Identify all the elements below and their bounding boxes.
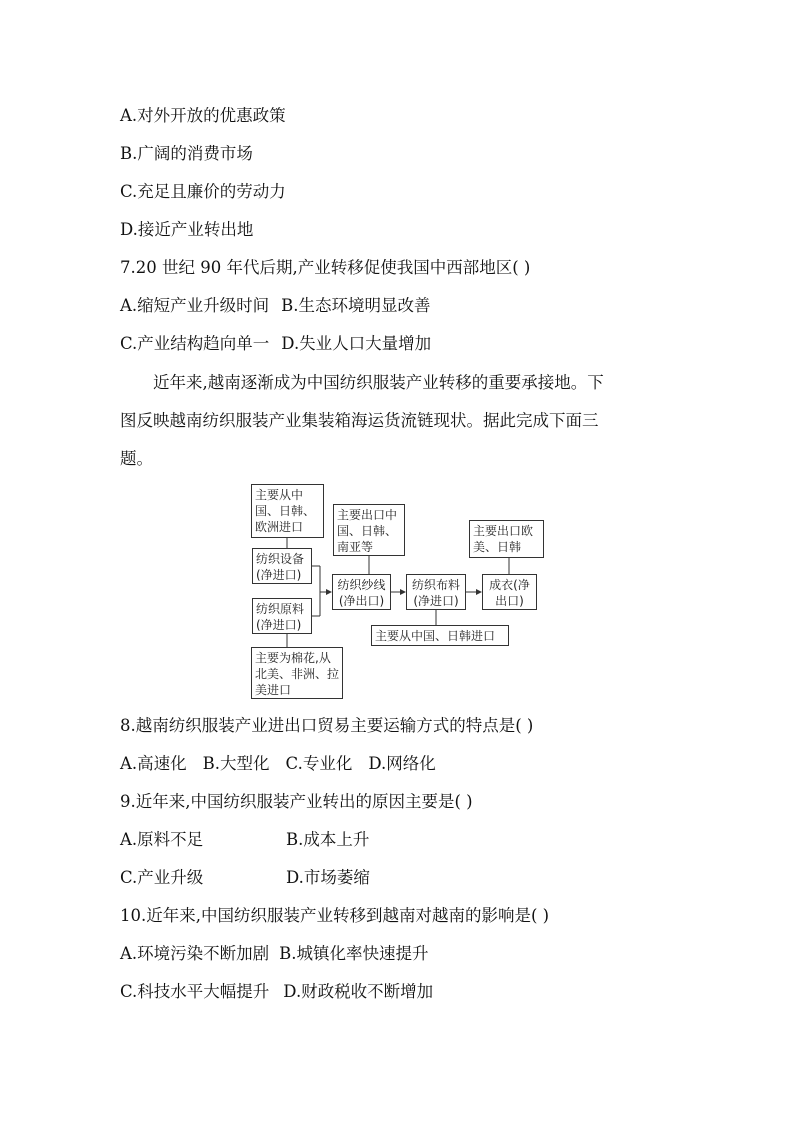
q9-options-row1 [120, 829, 203, 851]
passage [120, 364, 680, 478]
box-raw-material-source: 主要为棉花,从北美、非洲、拉美进口 [251, 647, 343, 699]
q6-option-c: C.充足且廉价的劳动力 [120, 182, 286, 201]
q9-option-b: B.成本上升 [286, 830, 370, 849]
q8-option-b: B.大型化 [202, 754, 270, 773]
passage-line-2: 图反映越南纺织服装产业集装箱海运货流链现状。据此完成下面三 [120, 411, 599, 430]
q6-option-d: D.接近产业转出地 [120, 220, 254, 239]
box-textile-yarn: 纺织纱线(净出口) [332, 574, 391, 610]
q7-options-row2 [120, 333, 431, 355]
q10-option-c: C.科技水平大幅提升 [120, 982, 270, 1001]
box-clothes: 成衣(净出口) [482, 574, 537, 610]
q10-option-a: A.环境污染不断加剧 [120, 944, 270, 963]
q10-option-d: D.财政税收不断增加 [283, 982, 434, 1001]
box-yarn-destination: 主要出口中国、日韩、南亚等 [333, 504, 405, 556]
q9-stem: 9.近年来,中国纺织服装产业转出的原因主要是( ) [120, 792, 473, 811]
q10-options-row2 [120, 981, 433, 1003]
q8-stem: 8.越南纺织服装产业进出口贸易主要运输方式的特点是( ) [120, 716, 534, 735]
q7-option-a: A.缩短产业升级时间 [120, 296, 270, 315]
passage-line-3: 题。 [120, 449, 153, 468]
q9-option-d: D.市场萎缩 [286, 868, 370, 887]
q6-option-b: B.广阔的消费市场 [120, 144, 253, 163]
box-textile-equipment: 纺织设备(净进口) [252, 548, 312, 584]
box-fabric-source: 主要从中国、日韩进口 [371, 625, 509, 646]
q10-stem: 10.近年来,中国纺织服装产业转移到越南对越南的影响是( ) [120, 906, 550, 925]
q10-option-b: B.城镇化率快速提升 [279, 944, 429, 963]
q7-option-c: C.产业结构趋向单一 [120, 334, 270, 353]
q6-option-a: A.对外开放的优惠政策 [120, 106, 286, 125]
q9-option-c: C.产业升级 [120, 868, 204, 887]
box-equipment-source: 主要从中国、日韩、欧洲进口 [251, 484, 324, 538]
q8-option-d: D.网络化 [368, 754, 436, 773]
box-textile-raw-material: 纺织原料(净进口) [252, 598, 312, 634]
q10-options-row1 [120, 943, 429, 965]
passage-line-1: 近年来,越南逐渐成为中国纺织服装产业转移的重要承接地。下 [153, 373, 604, 392]
q8-options [120, 753, 436, 775]
box-clothes-destination: 主要出口欧美、日韩 [469, 520, 544, 558]
box-textile-fabric: 纺织布料(净进口) [406, 574, 466, 610]
q8-option-a: A.高速化 [120, 754, 187, 773]
q7-options-row1 [120, 295, 431, 317]
q8-option-c: C.专业化 [285, 754, 353, 773]
q9-option-a: A.原料不足 [120, 830, 204, 849]
q7-option-d: D.失业人口大量增加 [281, 334, 432, 353]
q7-option-b: B.生态环境明显改善 [281, 296, 431, 315]
q7-stem: 7.20 世纪 90 年代后期,产业转移促使我国中西部地区( ) [120, 258, 531, 277]
